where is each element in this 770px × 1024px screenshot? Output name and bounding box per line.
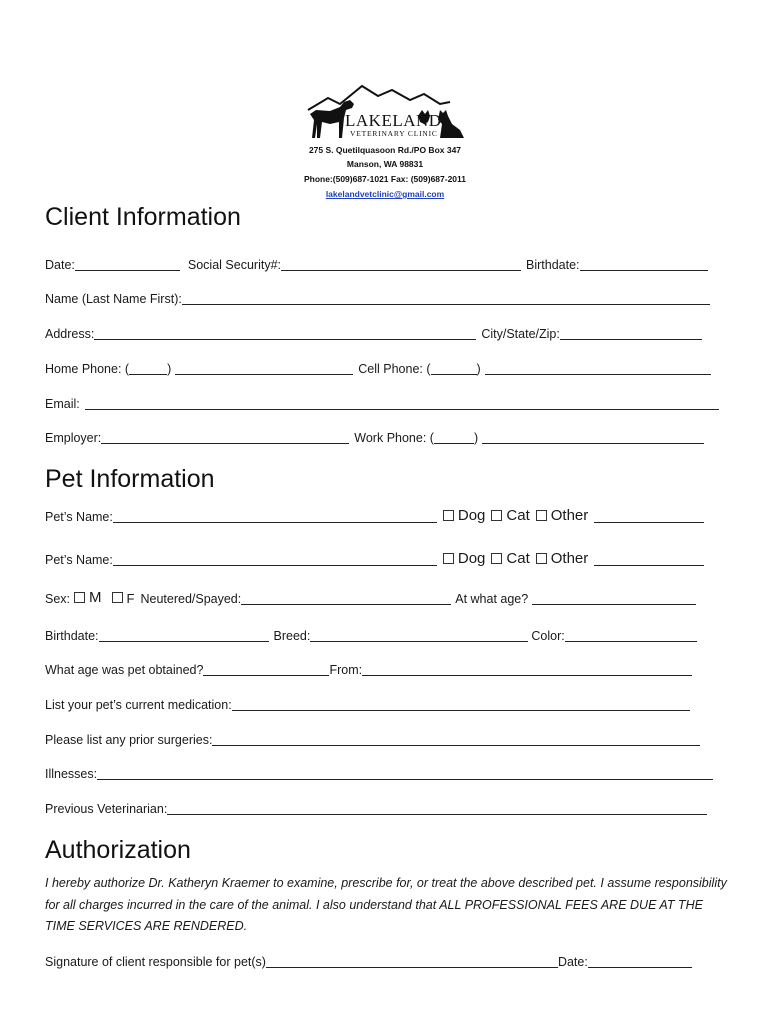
male-option[interactable] xyxy=(74,589,108,606)
name-field[interactable] xyxy=(182,292,710,305)
previous-vet-label: Previous Veterinarian: xyxy=(45,802,168,816)
surgeries-label: Please list any prior surgeries: xyxy=(45,733,213,747)
cat-checkbox[interactable] xyxy=(491,510,502,521)
other-field[interactable] xyxy=(594,510,704,523)
female-label: F xyxy=(126,591,135,606)
cell-phone-label: Cell Phone: ( xyxy=(358,362,431,376)
clinic-logo xyxy=(300,80,470,142)
work-phone-area-field[interactable] xyxy=(434,431,474,444)
male-checkbox[interactable] xyxy=(74,592,85,603)
clinic-address: 275 S. Quetilquasoon Rd./PO Box 347 xyxy=(308,145,462,155)
clinic-phone-fax: Phone:(509)687-1021 Fax: (509)687-2011 xyxy=(303,174,467,184)
breed-field[interactable] xyxy=(310,629,528,642)
medication-label: List your pet’s current medication: xyxy=(45,698,232,712)
surgeries-field[interactable] xyxy=(212,733,700,746)
employer-label: Employer: xyxy=(45,431,102,445)
illnesses-field[interactable] xyxy=(97,767,713,780)
signature-date-label: Date: xyxy=(557,955,588,969)
dog-checkbox[interactable] xyxy=(443,510,454,521)
home-phone-paren: ) xyxy=(167,362,172,376)
pet-name-label: Pet’s Name: xyxy=(45,510,113,524)
color-label: Color: xyxy=(531,629,565,643)
signature-row xyxy=(45,953,725,969)
at-what-age-label: At what age? xyxy=(455,592,529,606)
name-label: Name (Last Name First): xyxy=(45,292,182,306)
from-field[interactable] xyxy=(362,663,692,676)
age-obtained-label: What age was pet obtained? xyxy=(45,663,204,677)
neutered-field[interactable] xyxy=(241,592,451,605)
logo-subtitle: VETERINARY CLINIC xyxy=(350,129,438,138)
pet-birthdate-field[interactable] xyxy=(99,629,269,642)
signature-field[interactable] xyxy=(266,955,558,968)
mountain-range xyxy=(308,86,450,110)
ssn-label: Social Security#: xyxy=(187,258,281,272)
previous-vet-field[interactable] xyxy=(167,802,707,815)
pet-row-previous-vet xyxy=(45,800,725,816)
clinic-email-link[interactable]: lakelandvetclinic@gmail.com xyxy=(325,189,445,199)
date-field[interactable] xyxy=(75,258,180,271)
illnesses-label: Illnesses: xyxy=(45,767,98,781)
pet-name-field[interactable] xyxy=(113,510,437,523)
cell-phone-paren: ) xyxy=(476,362,481,376)
birthdate-field[interactable] xyxy=(580,258,708,271)
city-state-zip-label: City/State/Zip: xyxy=(481,327,560,341)
birthdate-label: Birthdate: xyxy=(526,258,580,272)
cat-option[interactable] xyxy=(491,507,535,524)
pet-birthdate-label: Birthdate: xyxy=(45,629,99,643)
clinic-city: Manson, WA 98831 xyxy=(346,159,424,169)
client-row-address xyxy=(45,325,725,341)
pet-name-field[interactable] xyxy=(113,553,437,566)
male-label: M xyxy=(89,589,102,606)
at-what-age-field[interactable] xyxy=(532,592,696,605)
cat-option[interactable] xyxy=(491,550,535,567)
work-phone-label: Work Phone: ( xyxy=(354,431,434,445)
client-row-name xyxy=(45,290,725,306)
cat-checkbox[interactable] xyxy=(491,553,502,564)
pet-row-illnesses xyxy=(45,765,725,781)
email-field[interactable] xyxy=(85,397,719,410)
client-row-phones xyxy=(45,360,725,376)
employer-field[interactable] xyxy=(101,431,349,444)
neutered-label: Neutered/Spayed: xyxy=(140,592,242,606)
color-field[interactable] xyxy=(565,629,697,642)
other-checkbox[interactable] xyxy=(536,510,547,521)
pet-row-sex xyxy=(45,590,725,606)
pet-name-label: Pet’s Name: xyxy=(45,553,113,567)
home-phone-label: Home Phone: ( xyxy=(45,362,130,376)
authorization-statement: I hereby authorize Dr. Katheryn Kraemer to examine, prescribe for, or treat the above described pet. I assume responsibility for all charges incurred in the care of the animal. I also understand that ALL PROFESSIONAL FEES ARE DUE AT THE TIME SERVICES ARE RENDERED. xyxy=(45,876,727,933)
female-option[interactable] xyxy=(112,591,141,606)
signature-label: Signature of client responsible for pet(s) xyxy=(45,955,266,969)
other-label: Other xyxy=(550,507,589,524)
cat-label: Cat xyxy=(506,550,530,567)
signature-date-field[interactable] xyxy=(588,955,692,968)
address-field[interactable] xyxy=(94,327,476,340)
pet-row-birthdate-breed-color xyxy=(45,627,725,643)
medication-field[interactable] xyxy=(232,698,690,711)
breed-label: Breed: xyxy=(273,629,311,643)
cell-phone-field[interactable] xyxy=(485,362,711,375)
other-checkbox[interactable] xyxy=(536,553,547,564)
dog-option[interactable] xyxy=(443,550,492,567)
dog-option[interactable] xyxy=(443,507,492,524)
pet-row-surgeries xyxy=(45,731,725,747)
other-label: Other xyxy=(550,550,589,567)
pet-row-medication xyxy=(45,696,725,712)
sex-label: Sex: xyxy=(45,592,71,606)
home-phone-field[interactable] xyxy=(175,362,353,375)
home-phone-area-field[interactable] xyxy=(129,362,167,375)
address-label: Address: xyxy=(45,327,95,341)
client-row-employer xyxy=(45,429,725,445)
cell-phone-area-field[interactable] xyxy=(431,362,477,375)
age-obtained-field[interactable] xyxy=(203,663,329,676)
other-option[interactable] xyxy=(536,507,595,524)
client-row-email xyxy=(45,395,725,411)
authorization-heading: Authorization xyxy=(45,836,191,864)
pet-row-age-obtained xyxy=(45,661,725,677)
ssn-field[interactable] xyxy=(281,258,521,271)
client-information-heading: Client Information xyxy=(45,203,241,231)
pet-row-name-2 xyxy=(45,551,725,567)
other-option[interactable] xyxy=(536,550,595,567)
client-row-date-ssn-birthdate xyxy=(45,256,725,272)
logo-name: LAKELAND xyxy=(345,111,442,130)
work-phone-field[interactable] xyxy=(482,431,704,444)
female-checkbox[interactable] xyxy=(112,592,123,603)
from-label: From: xyxy=(329,663,363,677)
dog-checkbox[interactable] xyxy=(443,553,454,564)
work-phone-paren: ) xyxy=(473,431,479,445)
city-state-zip-field[interactable] xyxy=(560,327,702,340)
cat-label: Cat xyxy=(506,507,530,524)
dog-label: Dog xyxy=(457,550,486,567)
date-label: Date: xyxy=(45,258,75,272)
other-field[interactable] xyxy=(594,553,704,566)
pet-row-name-1 xyxy=(45,508,725,524)
email-label: Email: xyxy=(45,397,80,411)
dog-label: Dog xyxy=(457,507,486,524)
pet-information-heading: Pet Information xyxy=(45,465,215,493)
